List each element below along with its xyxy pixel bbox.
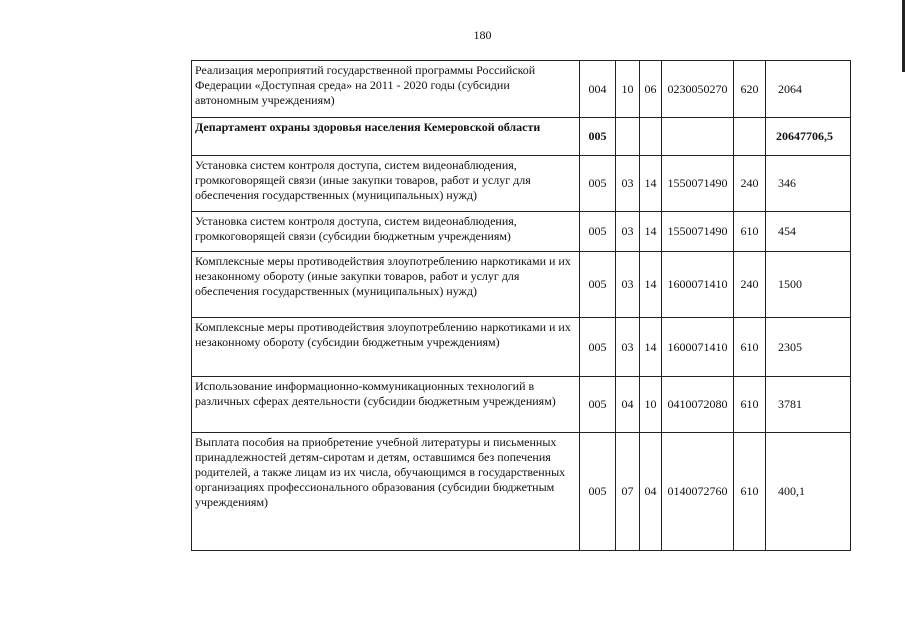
table-row (192, 318, 851, 377)
ved-code: 005 (580, 318, 616, 377)
table-row (192, 61, 851, 118)
amount: 400,1 (766, 433, 851, 551)
csr-code: 0230050270 (662, 61, 734, 118)
table-row (192, 156, 851, 212)
ved-code: 005 (580, 156, 616, 212)
vr-code: 240 (734, 156, 766, 212)
vr-code: 620 (734, 61, 766, 118)
pr-code: 14 (640, 252, 662, 318)
rz-code: 04 (616, 377, 640, 433)
table-row (192, 252, 851, 318)
vr-code: 240 (734, 252, 766, 318)
budget-table (191, 60, 851, 551)
table-row (192, 377, 851, 433)
amount: 2305 (766, 318, 851, 377)
table-row (192, 433, 851, 551)
pr-code: 10 (640, 377, 662, 433)
ved-code: 005 (580, 377, 616, 433)
rz-code: 03 (616, 212, 640, 252)
pr-code: 14 (640, 156, 662, 212)
row-name: Установка систем контроля доступа, систем видеонаблюдения, громкоговорящей связи (субсидии бюджетным учреждениям) (192, 212, 580, 252)
amount: 3781 (766, 377, 851, 433)
csr-code: 1550071490 (662, 212, 734, 252)
ved-code: 004 (580, 61, 616, 118)
table-row-department (192, 118, 851, 156)
amount: 2064 (766, 61, 851, 118)
rz-code (616, 118, 640, 156)
vr-code: 610 (734, 433, 766, 551)
row-name: Установка систем контроля доступа, систем видеонаблюдения, громкоговорящей связи (иные закупки товаров, работ и услуг для обеспечения государственных (муниципальных) нужд) (192, 156, 580, 212)
ved-code: 005 (580, 212, 616, 252)
ved-code: 005 (580, 433, 616, 551)
pr-code: 14 (640, 212, 662, 252)
amount: 20647706,5 (766, 118, 851, 156)
row-name: Выплата пособия на приобретение учебной литературы и письменных принадлежностей детям-сиротам и детям, оставшимся без попечения родителей, а также лицам из их числа, обучающимся в государственных организациях профессионального образования (субсидии бюджетным учреждениям) (192, 433, 580, 551)
csr-code: 1600071410 (662, 318, 734, 377)
amount: 1500 (766, 252, 851, 318)
csr-code: 0140072760 (662, 433, 734, 551)
pr-code (640, 118, 662, 156)
rz-code: 03 (616, 318, 640, 377)
csr-code: 0410072080 (662, 377, 734, 433)
rz-code: 03 (616, 156, 640, 212)
row-name: Комплексные меры противодействия злоупотреблению наркотиками и их незаконному обороту (иные закупки товаров, работ и услуг для обеспечения государственных (муниципальных) нужд) (192, 252, 580, 318)
table-row (192, 212, 851, 252)
pr-code: 06 (640, 61, 662, 118)
ved-code: 005 (580, 252, 616, 318)
rz-code: 07 (616, 433, 640, 551)
rz-code: 10 (616, 61, 640, 118)
amount: 454 (766, 212, 851, 252)
ved-code: 005 (580, 118, 616, 156)
vr-code: 610 (734, 318, 766, 377)
vr-code: 610 (734, 377, 766, 433)
pr-code: 14 (640, 318, 662, 377)
vr-code: 610 (734, 212, 766, 252)
row-name: Комплексные меры противодействия злоупотреблению наркотиками и их незаконному обороту (субсидии бюджетным учреждениям) (192, 318, 580, 377)
vr-code (734, 118, 766, 156)
pr-code: 04 (640, 433, 662, 551)
row-name: Реализация мероприятий государственной программы Российской Федерации «Доступная среда» на 2011 - 2020 годы (субсидии автономным учреждениям) (192, 61, 580, 118)
csr-code: 1550071490 (662, 156, 734, 212)
csr-code (662, 118, 734, 156)
csr-code: 1600071410 (662, 252, 734, 318)
page-number: 180 (473, 28, 492, 42)
row-name: Использование информационно-коммуникационных технологий в различных сферах деятельности (субсидии бюджетным учреждениям) (192, 377, 580, 433)
amount: 346 (766, 156, 851, 212)
rz-code: 03 (616, 252, 640, 318)
row-name: Департамент охраны здоровья населения Кемеровской области (192, 118, 580, 156)
